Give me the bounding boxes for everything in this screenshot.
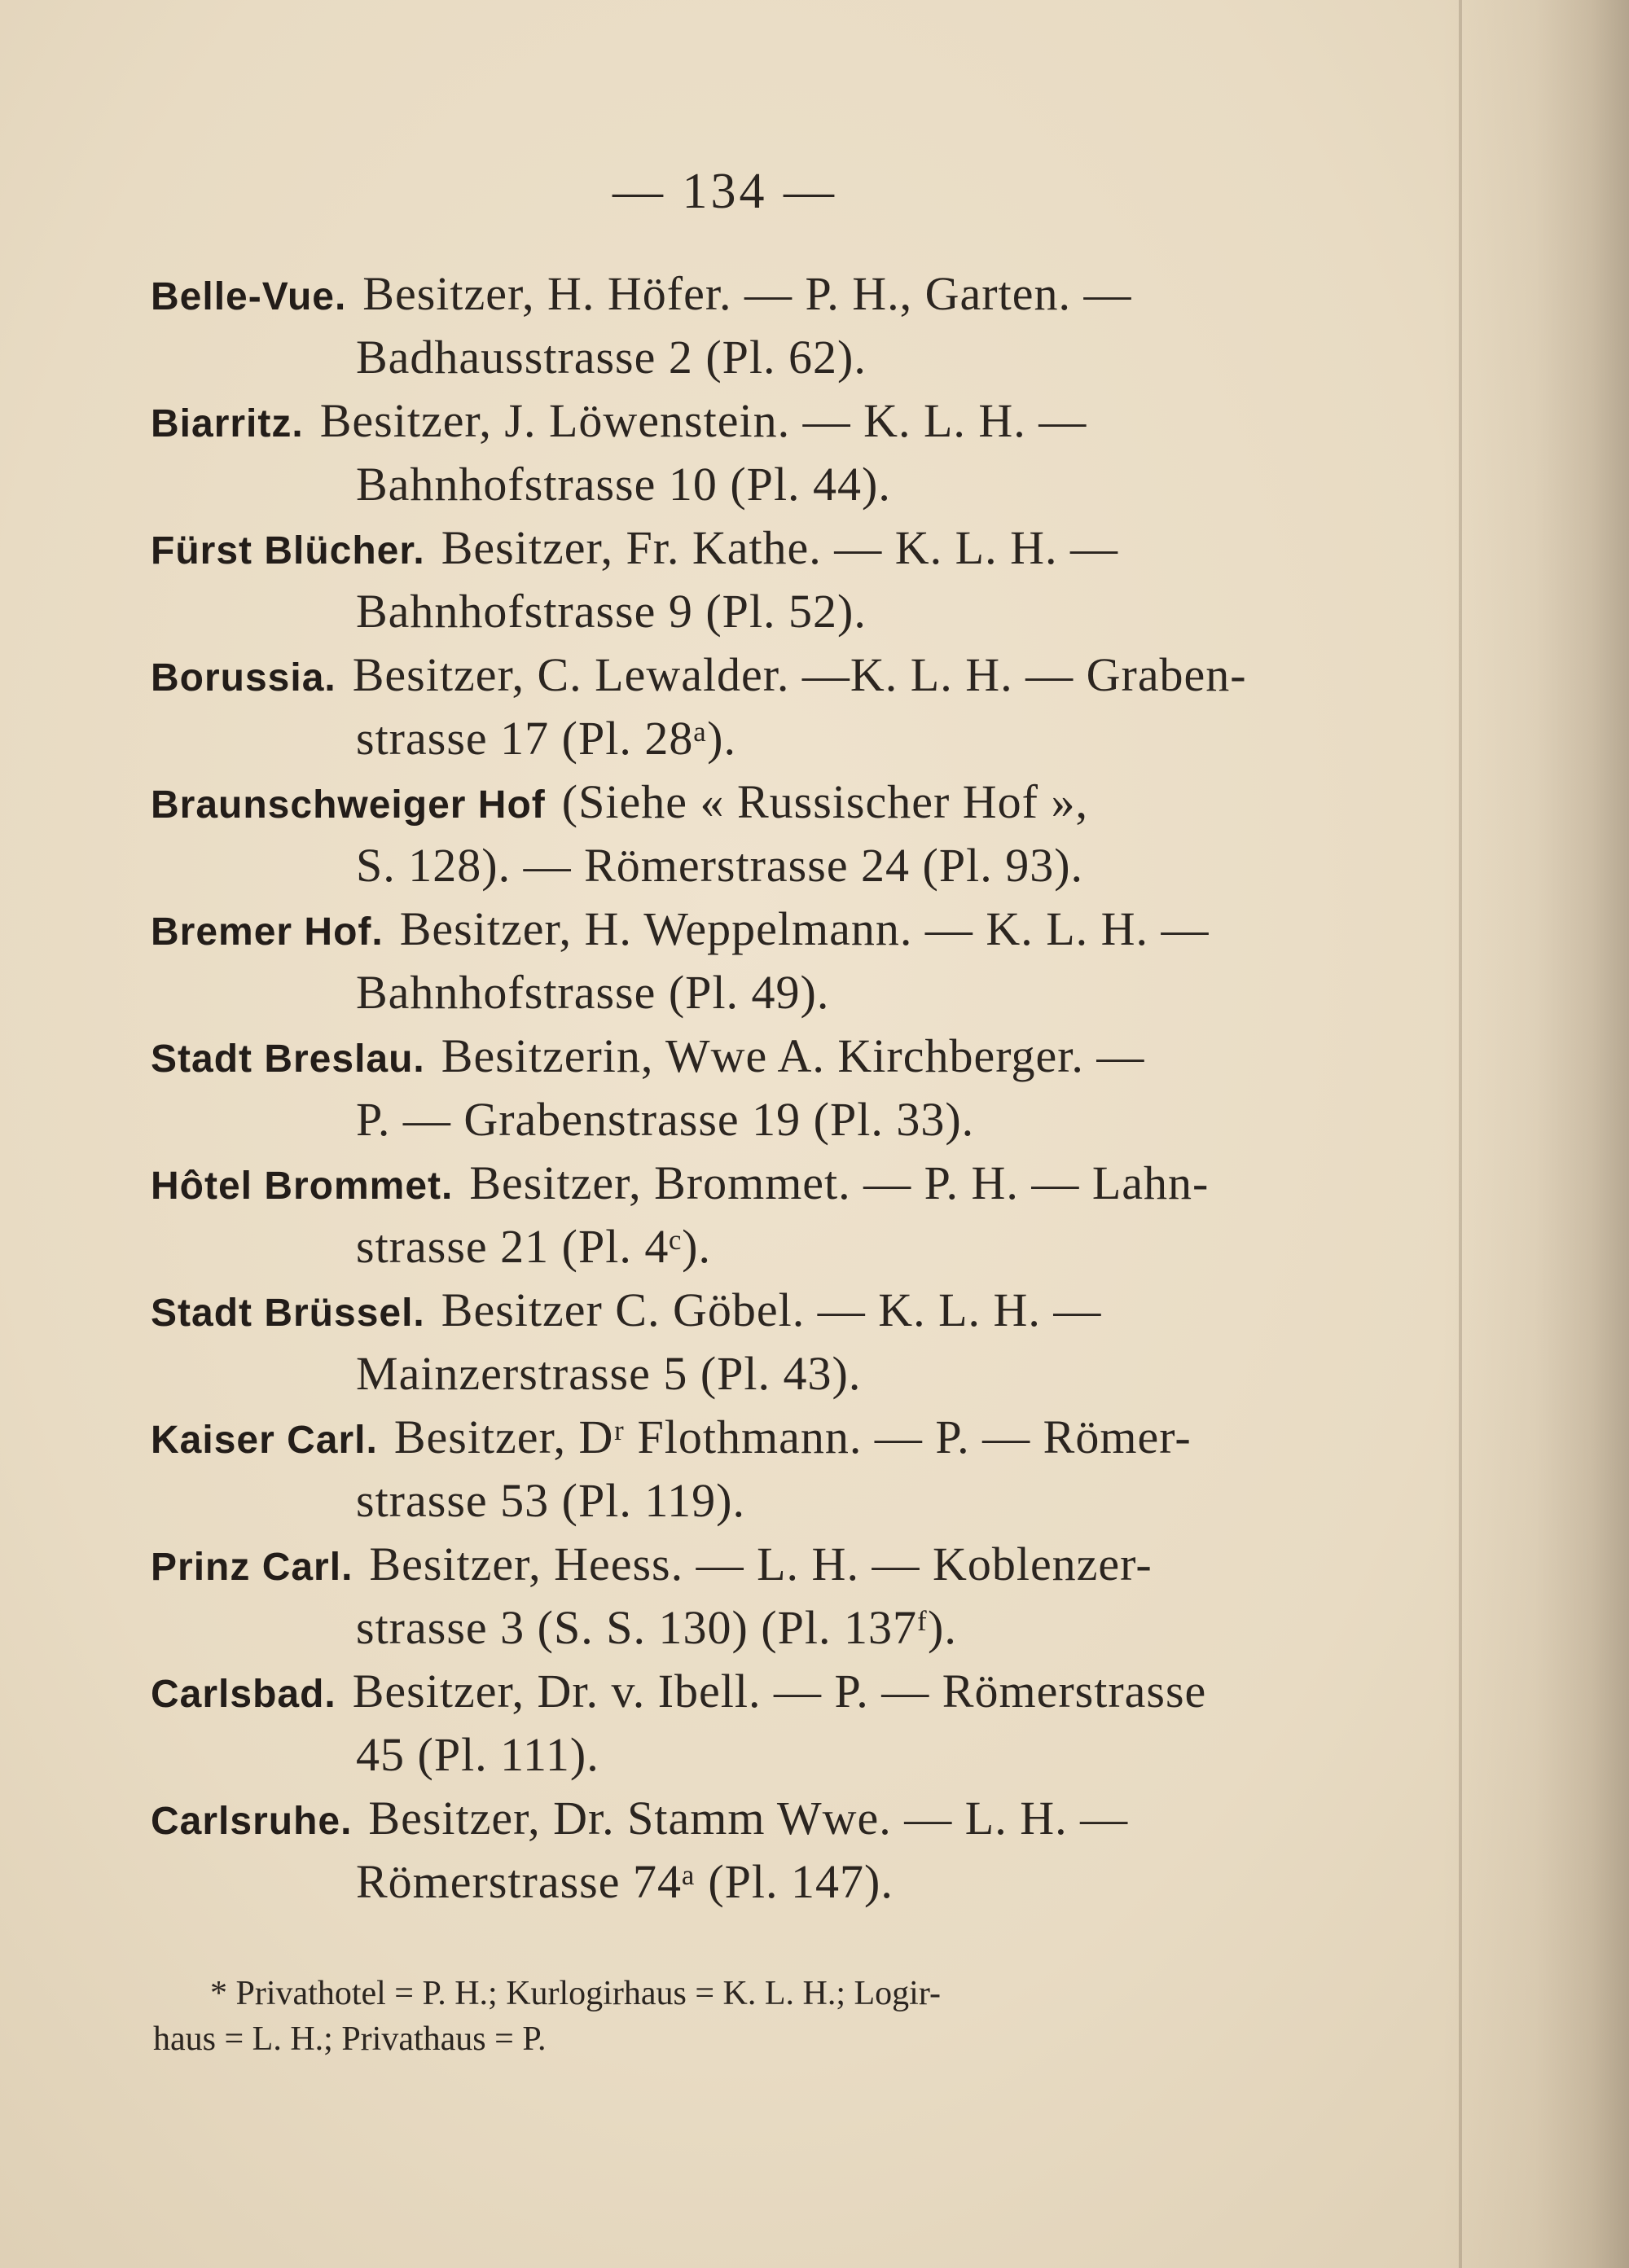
page-fold-line <box>1459 0 1462 2268</box>
hotel-list <box>151 262 1324 1914</box>
hotel-address: strasse 17 (Pl. 28ᵃ). <box>356 712 736 765</box>
hotel-name: Carlsbad. <box>151 1673 336 1716</box>
hotel-name: Borussia. <box>151 656 336 700</box>
footnote-line: * Privathotel = P. H.; Kurlogirhaus = K. L. H.; Logir- <box>210 1975 941 2012</box>
list-item <box>151 1660 1324 1787</box>
list-item <box>151 262 1324 389</box>
hotel-address: strasse 21 (Pl. 4ᶜ). <box>356 1220 711 1273</box>
list-item <box>151 389 1324 516</box>
hotel-name: Stadt Brüssel. <box>151 1292 425 1335</box>
footnote-line: haus = L. H.; Privathaus = P. <box>153 2020 547 2058</box>
hotel-details: Besitzer, H. Weppelmann. — K. L. H. — <box>399 902 1210 955</box>
list-item <box>151 897 1324 1024</box>
hotel-address: Bahnhofstrasse 9 (Pl. 52). <box>356 585 867 638</box>
list-item <box>151 770 1324 897</box>
page-number: — 134 — <box>613 164 837 219</box>
hotel-address: Badhausstrasse 2 (Pl. 62). <box>356 331 867 384</box>
hotel-address: strasse 3 (S. S. 130) (Pl. 137ᶠ). <box>356 1601 957 1654</box>
hotel-name: Carlsruhe. <box>151 1800 353 1843</box>
hotel-details: Besitzer, Fr. Kathe. — K. L. H. — <box>441 521 1118 574</box>
page-gutter-shadow <box>1442 0 1629 2268</box>
hotel-details: Besitzer, Dr. v. Ibell. — P. — Römerstrasse <box>352 1665 1207 1717</box>
hotel-address: strasse 53 (Pl. 119). <box>356 1474 745 1527</box>
hotel-address: 45 (Pl. 111). <box>356 1728 599 1781</box>
hotel-name: Braunschweiger Hof <box>151 783 546 827</box>
hotel-details: Besitzer C. Göbel. — K. L. H. — <box>441 1283 1102 1336</box>
hotel-name: Stadt Breslau. <box>151 1037 425 1081</box>
hotel-address: Bahnhofstrasse (Pl. 49). <box>356 966 830 1019</box>
hotel-address: S. 128). — Römerstrasse 24 (Pl. 93). <box>356 839 1084 892</box>
hotel-address: Römerstrasse 74ᵃ (Pl. 147). <box>356 1855 894 1908</box>
hotel-details: Besitzer, Dʳ Flothmann. — P. — Römer- <box>393 1410 1192 1463</box>
hotel-address: Mainzerstrasse 5 (Pl. 43). <box>356 1347 862 1400</box>
hotel-name: Kaiser Carl. <box>151 1419 378 1462</box>
hotel-details: Besitzer, Dr. Stamm Wwe. — L. H. — <box>368 1792 1129 1845</box>
list-item <box>151 1279 1324 1406</box>
hotel-details: Besitzerin, Wwe A. Kirchberger. — <box>441 1029 1145 1082</box>
hotel-name: Hôtel Brommet. <box>151 1165 454 1208</box>
hotel-name: Bremer Hof. <box>151 910 384 954</box>
hotel-name: Fürst Blücher. <box>151 529 425 572</box>
hotel-details: Besitzer, C. Lewalder. —K. L. H. — Graben- <box>352 648 1247 701</box>
list-item <box>151 1787 1324 1914</box>
hotel-name: Belle-Vue. <box>151 275 347 318</box>
hotel-address: Bahnhofstrasse 10 (Pl. 44). <box>356 458 891 511</box>
list-item <box>151 516 1324 643</box>
hotel-name: Biarritz. <box>151 402 304 445</box>
hotel-address: P. — Grabenstrasse 19 (Pl. 33). <box>356 1093 975 1146</box>
hotel-details: Besitzer, H. Höfer. — P. H., Garten. — <box>362 267 1132 320</box>
hotel-details: Besitzer, Heess. — L. H. — Koblenzer- <box>369 1538 1153 1590</box>
hotel-details: Besitzer, Brommet. — P. H. — Lahn- <box>469 1156 1210 1209</box>
list-item <box>151 1406 1324 1533</box>
list-item <box>151 1533 1324 1660</box>
list-item <box>151 1024 1324 1152</box>
hotel-name: Prinz Carl. <box>151 1546 353 1589</box>
list-item <box>151 1152 1324 1279</box>
hotel-details: Besitzer, J. Löwenstein. — K. L. H. — <box>319 394 1087 447</box>
footnote <box>153 1971 1326 2062</box>
hotel-details: (Siehe « Russischer Hof », <box>561 775 1088 828</box>
list-item <box>151 643 1324 770</box>
